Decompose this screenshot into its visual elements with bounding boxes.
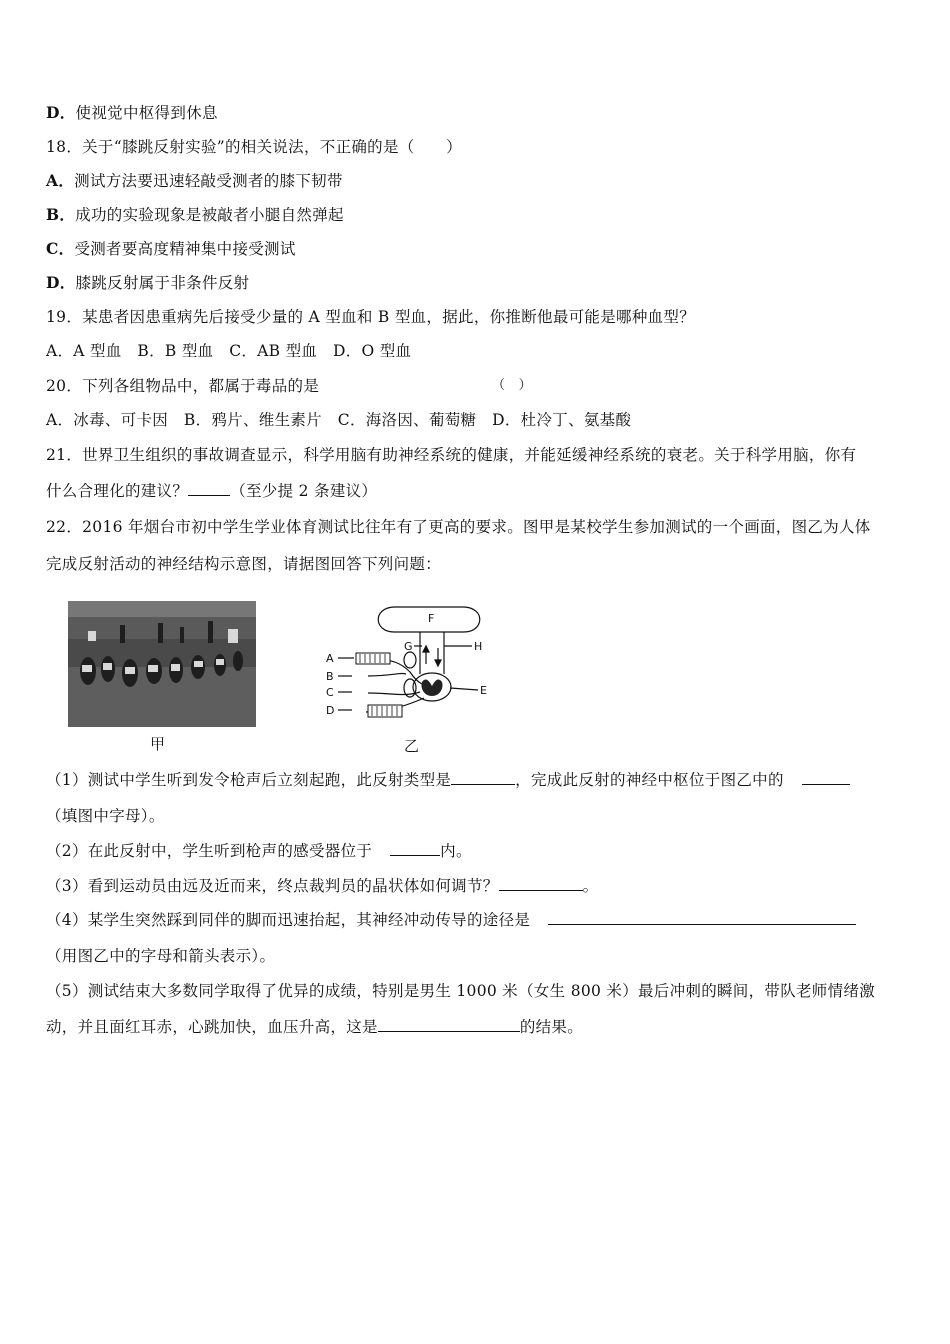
q18-option-b: B．成功的实验现象是被敲者小腿自然弹起 xyxy=(46,205,344,224)
answer-blank xyxy=(548,910,856,925)
q19-stem: 19．某患者因患重病先后接受少量的 A 型血和 B 型血，据此，你推断他最可能是哪种血型？ xyxy=(46,308,696,326)
q22-stem-line1: 22．2016 年烟台市初中学生学业体育测试比往年有了更高的要求。图甲是某校学生参加测试的一个画面，图乙为人体 xyxy=(46,518,871,536)
q22-sub4-line2: （用图乙中的字母和箭头表示）。 xyxy=(46,947,276,965)
q20-answer-paren: （ ） xyxy=(492,378,532,393)
answer-blank xyxy=(451,770,515,785)
q20-stem: 20．下列各组物品中，都属于毒品的是 （ ） xyxy=(46,374,319,396)
answer-blank xyxy=(802,770,850,785)
q21-stem-line1: 21．世界卫生组织的事故调查显示，科学用脑有助神经系统的健康，并能延缓神经系统的衰老。关于科学用脑，你有 xyxy=(46,446,857,464)
q22-sub4-line1: （4）某学生突然踩到同伴的脚而迅速抬起，其神经冲动传导的途径是 xyxy=(46,908,856,930)
q18-option-d: D．膝跳反射属于非条件反射 xyxy=(46,273,250,292)
figure-caption-a: 甲 xyxy=(150,735,166,753)
q22-sub1-line1: （1）测试中学生听到发令枪声后立刻起跑，此反射类型是 ，完成此反射的神经中枢位于图乙中的 xyxy=(46,768,850,790)
answer-blank xyxy=(188,481,230,496)
q22-sub1-line2: （填图中字母）。 xyxy=(46,807,165,825)
q21-stem-line2: 什么合理化的建议？ （至少提 2 条建议） xyxy=(46,482,378,500)
diagram-label-E: E xyxy=(480,684,487,697)
diagram-label-G: G xyxy=(404,640,413,653)
diagram-label-F: F xyxy=(428,612,435,625)
diagram-label-B: B xyxy=(326,670,334,683)
q22-sub5-line1: （5）测试结束大多数同学取得了优异的成绩，特别是男生 1000 米（女生 800 米）最后冲刺的瞬间，带队老师情绪激 xyxy=(46,982,876,1000)
diagram-label-H: H xyxy=(474,640,483,653)
q20-options: A．冰毒、可卡因 B．鸦片、维生素片 C．海洛因、葡萄糖 D．杜冷丁、氨基酸 xyxy=(46,411,632,429)
q22-stem-line2: 完成反射活动的神经结构示意图，请据图回答下列问题： xyxy=(46,555,442,573)
diagram-label-A: A xyxy=(326,652,334,665)
q22-sub3: （3）看到运动员由远及近而来，终点裁判员的晶状体如何调节？ 。 xyxy=(46,877,599,895)
figure-reflex-arc-diagram xyxy=(322,602,502,727)
q22-sub5-line2: 动，并且面红耳赤，心跳加快，血压升高，这是 的结果。 xyxy=(46,1018,584,1036)
q18-stem: 18．关于“膝跳反射实验”的相关说法，不正确的是（ ） xyxy=(46,138,462,156)
answer-blank xyxy=(378,1017,520,1032)
q19-options: A．A 型血 B．B 型血 C．AB 型血 D．O 型血 xyxy=(46,342,412,360)
diagram-label-C: C xyxy=(326,686,334,699)
answer-blank xyxy=(499,876,583,891)
figure-caption-b: 乙 xyxy=(404,737,420,755)
diagram-label-D: D xyxy=(326,704,335,717)
figure-photo-students xyxy=(68,601,256,727)
q18-option-c: C．受测者要高度精神集中接受测试 xyxy=(46,239,296,258)
answer-blank xyxy=(390,841,440,856)
q22-sub2: （2）在此反射中，学生听到枪声的感受器位于 内。 xyxy=(46,842,472,860)
q17-option-d: D．使视觉中枢得到休息 xyxy=(46,103,218,122)
q18-option-a: A．测试方法要迅速轻敲受测者的膝下韧带 xyxy=(46,171,343,190)
